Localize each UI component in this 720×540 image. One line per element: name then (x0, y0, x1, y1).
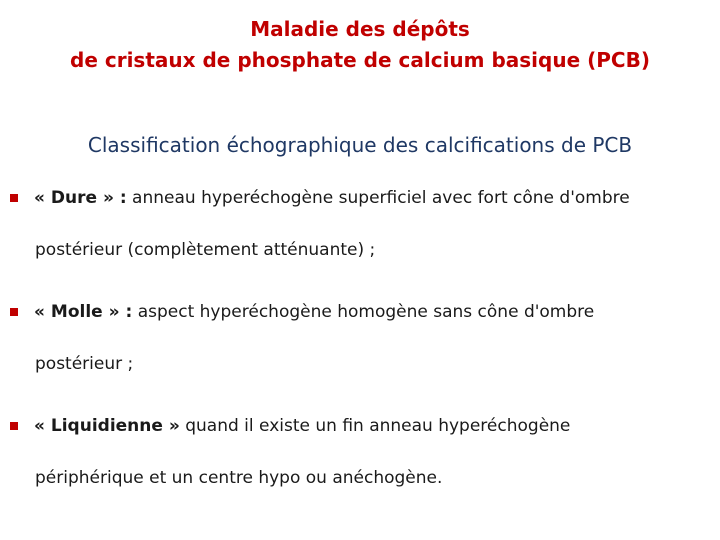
bullet-term: « Dure » : (34, 188, 127, 208)
square-bullet-icon (10, 308, 18, 316)
bullet-text: anneau hyperéchogène superficiel avec fort cône d'ombre (126, 188, 630, 208)
bullet-line-2: postérieur (complètement atténuante) ; (35, 240, 376, 260)
slide-subtitle: Classification échographique des calcifications de PCB (87, 133, 633, 157)
bullet-line-2: périphérique et un centre hypo ou anéchogène. (35, 468, 443, 488)
bullet-term: « Liquidienne » (34, 416, 180, 436)
slide-title (0, 14, 720, 76)
title-line-1: Maladie des dépôts (250, 17, 470, 41)
bullet-line-1 (34, 184, 630, 212)
bullet-line-1 (34, 298, 594, 326)
square-bullet-icon (10, 422, 18, 430)
bullet-line-2: postérieur ; (35, 354, 134, 374)
title-line-2: de cristaux de phosphate de calcium basique (PCB) (70, 48, 650, 72)
square-bullet-icon (10, 194, 18, 202)
bullet-line-1 (34, 412, 570, 440)
bullet-term: « Molle » : (34, 302, 133, 322)
bullet-text: aspect hyperéchogène homogène sans cône d'ombre (132, 302, 595, 322)
bullet-text: quand il existe un fin anneau hyperéchogène (179, 416, 571, 436)
